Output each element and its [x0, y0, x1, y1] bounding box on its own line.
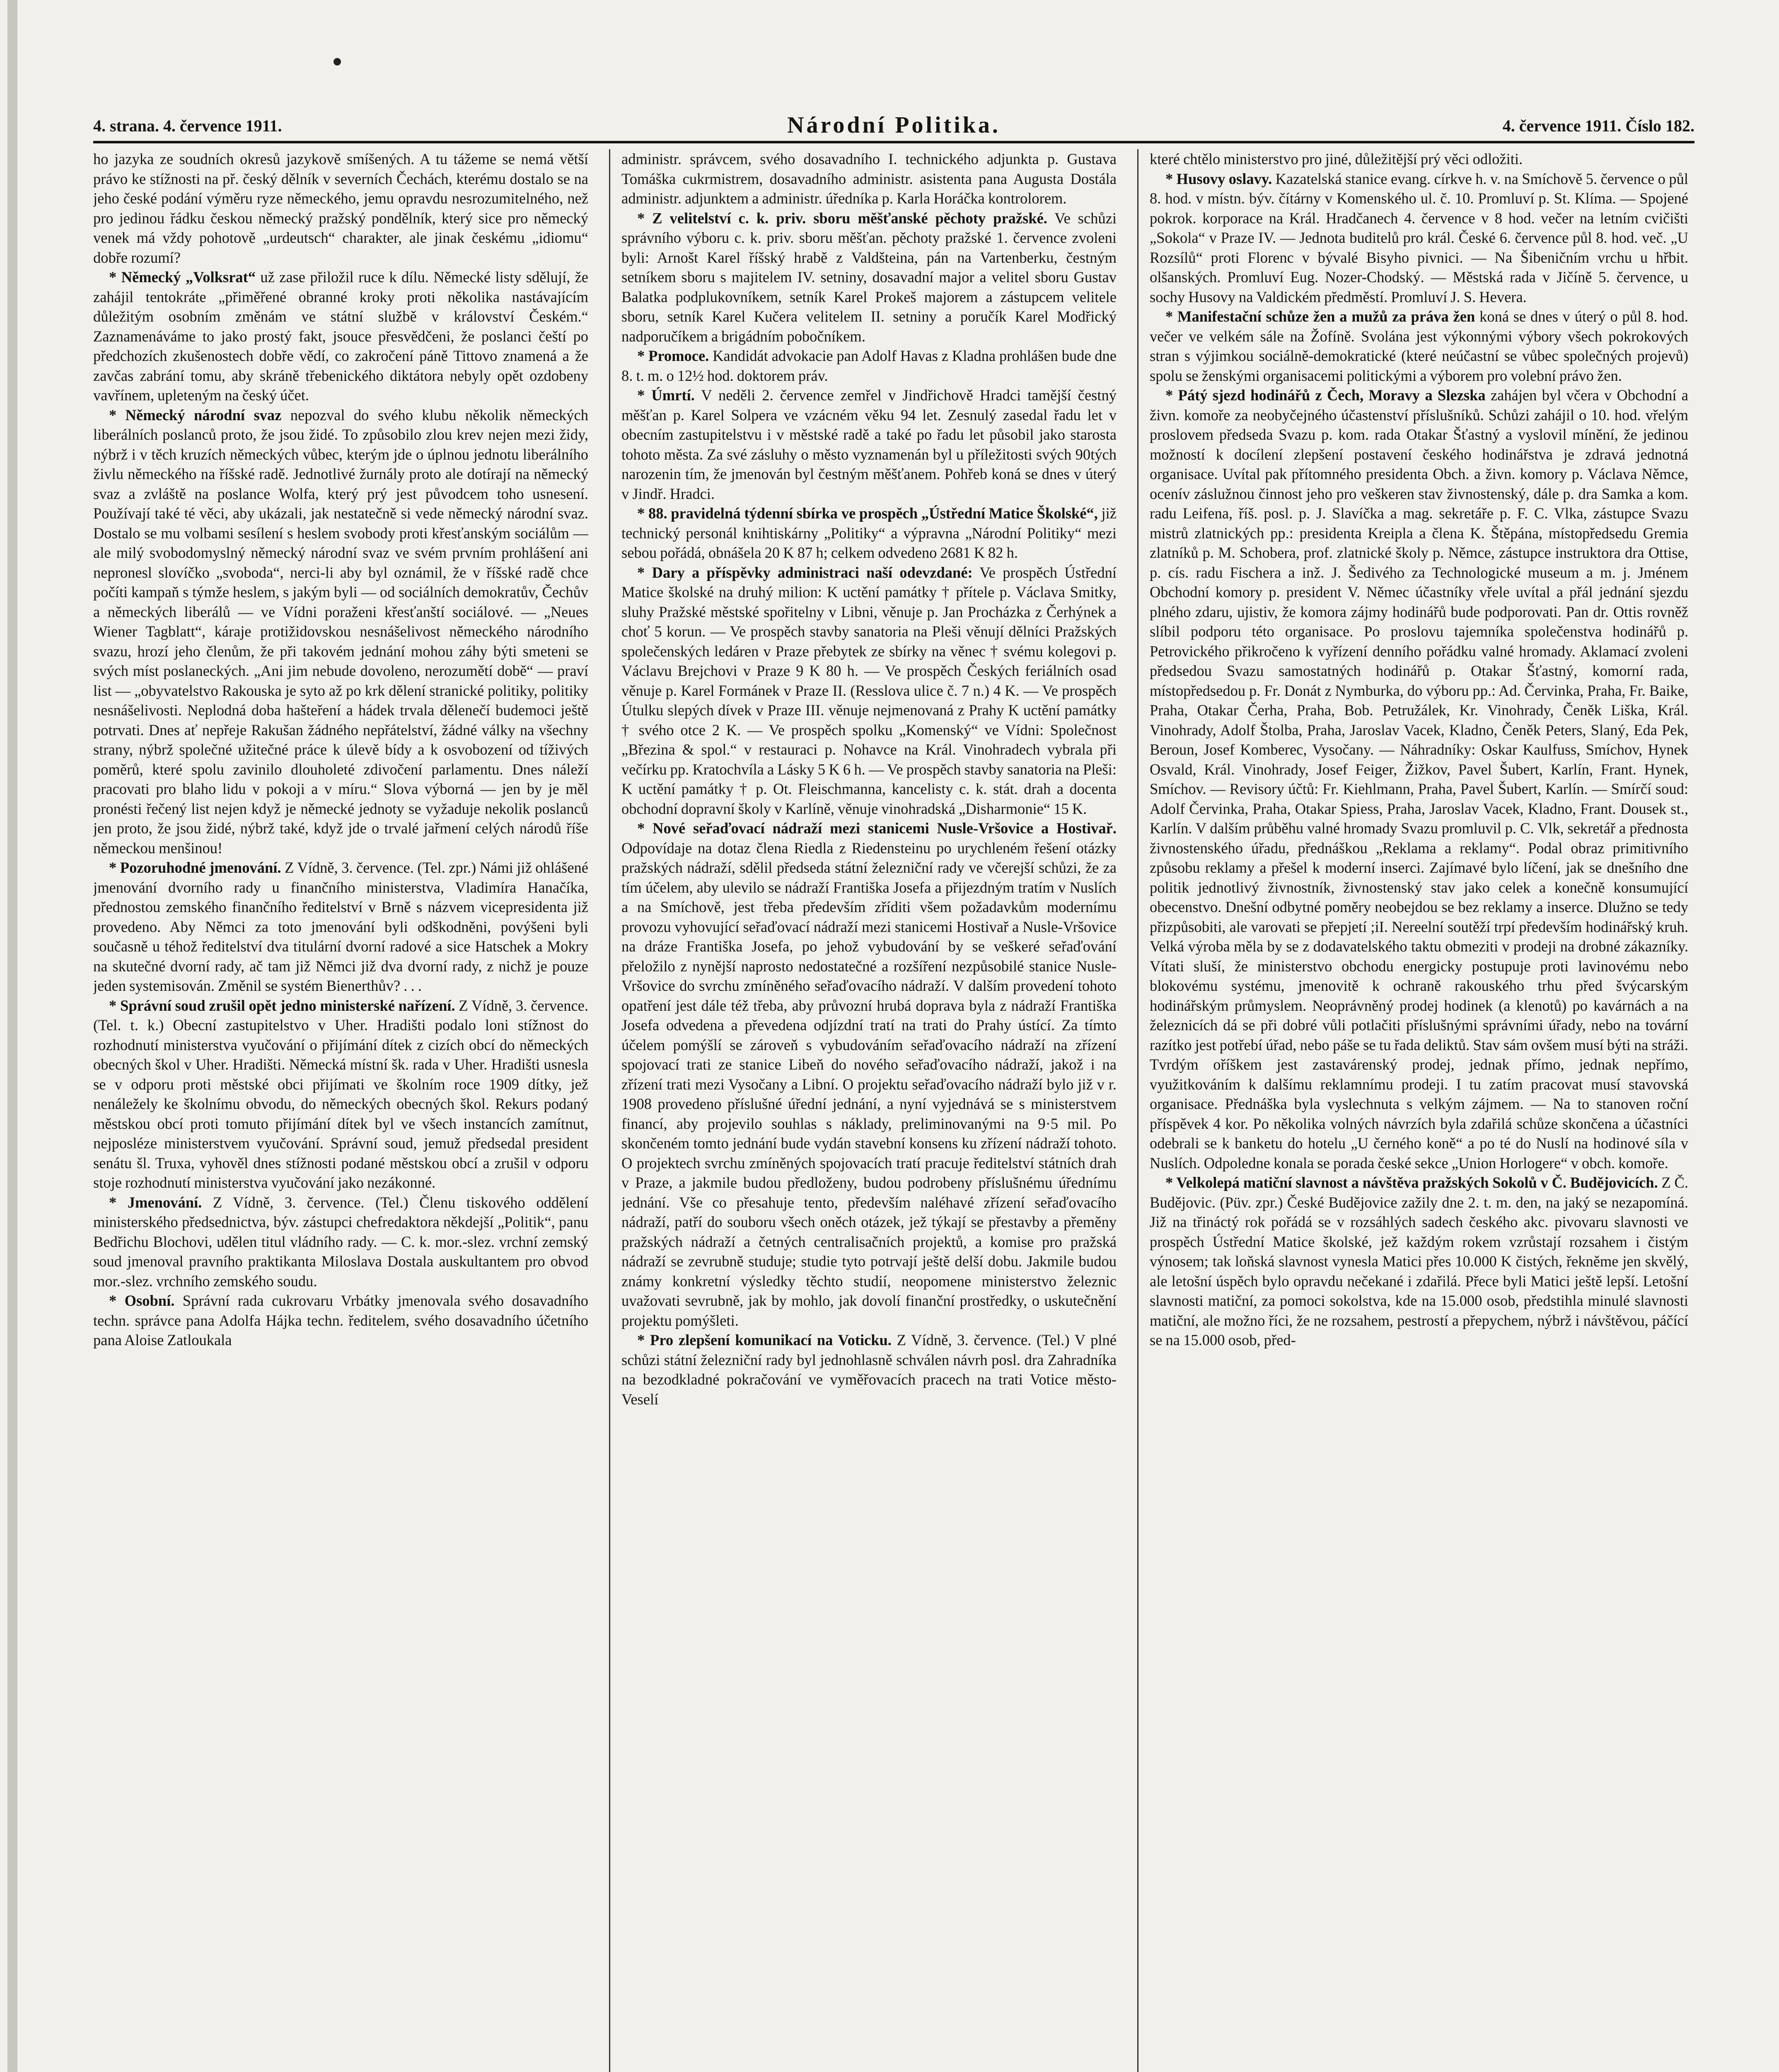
- ink-dot: [334, 58, 341, 65]
- article-paragraph: * Nové seřaďovací nádraží mezi stanicemi Nusle-Vršovice a Hostivař. Odpovídaje na dotaz člena Riedla z Riedensteinu po urychleném řešení otázky pražských nádraží, sdělil předseda státní železniční rady ve včerejší schůzi, že za tím účelem, aby ulevilo se nádraží Františka Josefa a přijezdným tratím v Nuslích a na Smíchově, jest třeba především zříditi všem požadavkům modernímu provozu vyhovující seřaďovací nádraží mezi stanicemi Hostivař a Nusle-Vršovice na dráze Františka Josefa, po jehož vybudování by se veškeré seřaďování přeložilo z nynější naprosto nedostatečné a rozšíření nezpůsobilé stanice Nusle-Vršovice do svrchu zmíněného seřaďovacího nádraží. V dalším provedení tohoto opatření jest dále též třeba, aby průvozní hrubá doprava byla z nádraží Františka Josefa odvedena a převedena odjízdní tratí na trati do Prahy ústící. Za tímto účelem pomýšlí se zároveň s vybudováním seřaďovacího nádraží na zřízení spojovací trati ze stanice Libeň do nového seřaďovacího nádraží, jakož i na zřízení trati mezi Vysočany a Libní. O projektu seřaďovacího nádraží bylo již v r. 1908 provedeno příslušné úřední jednání, a nyní vyjednává se s ministerstvem financí, aby projevilo souhlas s náklady, preliminovanými na 9·5 mil. Po skončeném tomto jednání bude vydán stavební konsens ku zřízení nádraží tohoto. O projektech svrchu zmíněných spojovacích tratí pracuje ředitelství státních drah v Praze, a jakmile budou předloženy, budou podrobeny příslušnému úřednímu jednání. Vše co přesahuje tento, především naléhavé zřízení seřaďovacího nádraží, patří do souboru všech oněch otázek, jež týkají se přestavby a přeměny pražských nádraží a četných centralisačních projektů, a komise pro pražská nádraží se zevrubně studuje; studie tyto potrvají ještě delší dobu. Jakmile budou známy konkretní výsledky těchto studií, neopomene ministerstvo železnic uvažovati sevrubně, jak by mohlo, jak dovolí finanční prostředky, o uskutečnění projektu pomýšleti.: [621, 820, 1117, 1329]
- article-paragraph: * Husovy oslavy. Kazatelská stanice evang. církve h. v. na Smíchově 5. července o půl 8. hod. v místn. býv. čítárny v Komenského ul. č. 10. Promluví p. St. Klíma. — Spojené pokrok. korporace na Král. Hradčanech 4. července v 8 hod. večer na letním cvičišti „Sokola“ v Praze IV. — Jednota buditelů pro král. České 6. července půl 8. hod. več. „U Rozsílů“ proti Florenc v bývalé Bisyho pivnici. — Na Šibeničním vrchu u hřbit. olšanských. Promluví Eug. Nozer-Chodský. — Městská rada v Jičíně 5. července, u sochy Husovy na Valdickém předměstí. Promluví J. S. Hevera.: [1150, 170, 1688, 305]
- article-paragraph: * Úmrtí. V neděli 2. července zemřel v Jindřichově Hradci tamější čestný měšťan p. Karel Solpera ve vzácném věku 94 let. Zesnulý zasedal řadu let v obecním zastupitelstvu i v městské radě a také po řadu let působil jako starosta tohoto města. Za své zásluhy o město vyznamenán byl u příležitosti svých 90tých narozenin tím, že jmenován byl čestným měšťanem. Pohřeb koná se dnes v úterý v Jindř. Hradci.: [621, 387, 1117, 502]
- article-paragraph: * Pro zlepšení komunikací na Voticku. Z Vídně, 3. července. (Tel.) V plné schůzi státní železniční rady byl jednohlasně schválen návrh posl. dra Zahradníka na bezodkladné pokračování ve vyměřovacích pracech na trati Votice město-Veselí: [621, 1331, 1117, 1408]
- article-heading: * Velkolepá matiční slavnost a návštěva pražských Sokolů v Č. Budějovicích.: [1165, 1174, 1658, 1191]
- article-heading: * Dary a příspěvky administraci naší odevzdané:: [637, 564, 973, 581]
- article-continuation: administr. správcem, svého dosavadního I. technického adjunkta p. Gustava Tomáška cukrmistrem, dosavadního administr. asistenta pana Augusta Dostála administr. adjunktem a administr. úředníka p. Karla Horáčka kontrolorem.: [621, 150, 1117, 207]
- article-heading: * Úmrtí.: [637, 387, 695, 404]
- article-heading: * Německý „Volksrat“: [109, 269, 256, 286]
- binding-edge: [7, 0, 17, 2072]
- article-heading: * Pro zlepšení komunikací na Voticku.: [637, 1331, 892, 1348]
- article-heading: * 88. pravidelná týdenní sbírka ve prospěch „Ústřední Matice Školské“,: [637, 505, 1098, 522]
- article-paragraph: * Promoce. Kandidát advokacie pan Adolf Havas z Kladna prohlášen bude dne 8. t. m. o 12½ hod. doktorem práv.: [621, 347, 1117, 384]
- article-paragraph: * Pozoruhodné jmenování. Z Vídně, 3. července. (Tel. zpr.) Námi již ohlášené jmenování dvorního rady u finančního ministerstva, Vladimíra Hanačíka, přednostou zemského finančního ředitelství v Brně s názvem vicepresidenta již provedeno. Aby Němci za toto jmenování byli odškodněni, povýšeni byli současně u téhož ředitelství dva titulární dvorní radové a sice Hatschek a Mokry na skutečné dvorní rady, ač tam již Němci již dva dvorní rady, z nichž je pouze jeden systemisován. Změnil se systém Bienerthův? . . .: [93, 859, 588, 994]
- article-continuation: které chtělo ministerstvo pro jiné, důležitější prý věci odložiti.: [1150, 150, 1523, 167]
- article-heading: * Manifestační schůze žen a mužů za práva žen: [1165, 308, 1475, 325]
- page-header: [93, 112, 1694, 137]
- article-heading: * Nové seřaďovací nádraží mezi stanicemi Nusle-Vršovice a Hostivař.: [637, 820, 1117, 837]
- article-paragraph: * Německý „Volksrat“ už zase přiložil ruce k dílu. Německé listy sdělují, že zahájil tentokráte „přiměřené obranné kroky proti několika nastávajícím důležitým osobním změnám ve státní službě v království Českém.“ Zaznamenáváme to jako prostý fakt, jsouce přesvědčeni, že poslanci čeští po předchozích zkušenostech dobře vědí, co zakročení páně Tittovo znamená a že zavčas zabrání tomu, aby skráně třebenického diktátora nebyly opět ozdobeny vavřínem, upleteným na český účet.: [93, 269, 588, 404]
- header-date-issue: 4. července 1911. Číslo 182.: [1502, 116, 1694, 135]
- article-paragraph: * 88. pravidelná týdenní sbírka ve prospěch „Ústřední Matice Školské“, již technický personál knihtiskárny „Politiky“ a výpravna „Národní Politiky“ mezi sebou pořádá, obnášela 20 K 87 h; celkem odvedeno 2681 K 82 h.: [621, 505, 1117, 561]
- article-paragraph: * Dary a příspěvky administraci naší odevzdané: Ve prospěch Ústřední Matice školské na druhý milion: K uctění památky † přítele p. Václava Smitky, sluhy Pražské městské spořitelny v Libni, věnuje p. Jan Procházka z Čerhýnek a choť 5 korun. — Ve prospěch stavby sanatoria na Pleši věnují dělníci Pražských společenských ledáren v Praze přebytek ze sbírky na věnec † svému kolegovi p. Václavu Brejchovi v Praze 9 K 80 h. — Ve prospěch Českých feriálních osad věnuje p. Karel Formánek v Praze II. (Resslova ulice č. 7 n.) 4 K. — Ve prospěch Útulku slepých dívek v Praze III. věnuje nejmenovaná z Prahy K uctění památky † svého otce 2 K. — Ve prospěch spolku „Komenský“ ve Vídni: Společnost „Březina & spol.“ v restauraci p. Nohavce na Král. Vinohradech vybrala při večírku pp. Kratochvíla a Lásky 5 K 6 h. — Ve prospěch stavby sanatoria na Pleši: K uctění památky † p. Ot. Fleischmanna, kancelisty c. k. stát. drah a docenta obchodní dopravní školy v Karlíně, věnuje vinohradská „Disharmonie“ 15 K.: [621, 564, 1117, 817]
- article-heading: * Jmenování.: [109, 1193, 202, 1211]
- article-heading: * Husovy oslavy.: [1165, 170, 1272, 187]
- column-divider: [609, 149, 610, 2072]
- article-heading: * Německý národní svaz: [109, 406, 282, 424]
- newspaper-title: Národní Politika.: [787, 112, 1001, 138]
- header-page-date: 4. strana. 4. července 1911.: [93, 116, 282, 135]
- header-rule: [93, 141, 1694, 143]
- article-paragraph: * Jmenování. Z Vídně, 3. července. (Tel.) Členu tiskového oddělení ministerského předsednictva, býv. zástupci chefredaktora někdejší „Politik“, panu Bedřichu Blochovi, udělen titul vládního rady. — C. k. mor.-slez. vrchní zemský soud jmenoval pravního praktikanta Miloslava Dostala auskultantem pro obvod mor.-slez. vrchního zemského soudu.: [93, 1193, 588, 1290]
- article-paragraph: * Velkolepá matiční slavnost a návštěva pražských Sokolů v Č. Budějovicích. Z Č. Budějovic. (Püv. zpr.) České Budějovice zažily dne 2. t. m. den, na jaký se nezapomíná. Již na třináctý rok pořádá se v rozsáhlých sadech českého akc. pivovaru slavnosti ve prospěch Ústřední Matice školské, jež každým rokem vzrůstají rozsahem i čistým výnosem; tak loňská slavnost vynesla Matici přes 10.000 K čistých, řekněme jen skvělý, ale letošní úspěch bylo opravdu nečekané i zdařilá. Přece byli Matici ještě lepší. Letošní slavnosti matiční, za pomoci sokolstva, kde na 15.000 osob, předstihla minulé slavnosti matiční, ale možno říci, že ne rozsahem, pestrostí a přepychem, nýbrž i návštěvou, páčící se na 15.000 osob, před-: [1150, 1174, 1688, 1348]
- article-paragraph: * Z velitelství c. k. priv. sboru měšťanské pěchoty pražské. Ve schůzi správního výboru c. k. priv. sboru měšťan. pěchoty pražské 1. července zvoleni byli: Arnošt Karel říšský hrabě z Valdšteina, pán na Vartenberku, čestným setníkem sboru s majitelem IV. setniny, dosavadní major a velitel sboru Gustav Balatka podplukovníkem, setník Karel Prokeš majorem a zástupcem velitele sboru, setník Karel Kučera velitelem II. setniny a poručík Karel Modřický nadporučíkem a brigádním pobočníkem.: [621, 209, 1117, 345]
- article-heading: * Osobní.: [109, 1292, 175, 1309]
- article-heading: * Pátý sjezd hodinářů z Čech, Moravy a Slezska: [1165, 387, 1486, 404]
- article-paragraph: * Osobní. Správní rada cukrovaru Vrbátky jmenovala svého dosavadního techn. správce pana Adolfa Hájka techn. ředitelem, svého dosavadního účetního pana Aloise Zatloukala: [93, 1292, 588, 1348]
- article-paragraph: * Manifestační schůze žen a mužů za práva žen koná se dnes v úterý o půl 8. hod. večer ve velkém sále na Žofíně. Svolána jest výkonnými výbory všech pokrokových stran s výjimkou sociálně-demokratické (které neúčastní se vůbec společných projevů) spolu se ženskými organisacemi politickými a výborem pro volební právo žen.: [1150, 308, 1688, 384]
- article-heading: * Správní soud zrušil opět jedno ministerské nařízení.: [109, 997, 455, 1014]
- column-2: [621, 149, 1117, 2072]
- article-paragraph: * Správní soud zrušil opět jedno ministerské nařízení. Z Vídně, 3. července. (Tel. t. k.) Obecní zastupitelstvo v Uher. Hradišti podalo loni stížnost do rozhodnutí ministerstva vyučování o přijímání dítek z cizích obcí do německých obecných škol v Uher. Hradišti. Německá místní šk. rada v Uher. Hradišti usnesla se v odporu proti městské obci přijímati ve školním roce 1909 dítky, jež nenáležely ke školnímu obvodu, do německých obecných škol. Rekurs podaný městskou obcí proti tomuto přijímání dítek byl ve všech instancích zamítnut, nejposléze ministerstvem vyučování. Správní soud, jemuž předsedal president senátu šl. Truxa, vyhověl dnes stížnosti podané městskou obcí a zrušil v odporu stoje rozhodnutí ministerstva vyučování jako nezákonné.: [93, 997, 588, 1191]
- article-paragraph: * Německý národní svaz nepozval do svého klubu několik německých liberálních poslanců proto, že jsou židé. To způsobilo zlou krev nejen mezi židy, nýbrž i v těch kruzích německých vůbec, kterým jde o úplnou jednotu liberálního živlu německého na říšské radě. Jednotlivé žurnály proto ale dotírají na německý svaz a zvláště na poslance Wolfa, který prý jest původcem toho usnesení. Používají také té věci, aby ukázali, jak nestatečně si vede německý národní svaz. Dostalo se mu volbami sesílení s heslem svobody proti křesťanským sociálům — ale milý svobodomyslný německý národní svaz ve svém prvním prohlášení ani nepronesl slovíčko „svoboda“, nerci-li aby byl oznámil, že v říšské radě chce počíti kampaň s týmže heslem, s jakým byli — od sociálních demokratův, Čechův a německých liberálů — ve Vídni poraženi křesťanští sociálové. — „Neues Wiener Tagblatt“, káraje protižidovskou nesnášelivost německého národního svazu, hrozí jeho členům, že při takovém jednání mohou záhy býti smeteni se svých míst poslaneckých. „Ani jim nebude dovoleno, nerozumětí době“ — praví list — „obyvatelstvo Rakouska je syto až po krk dělení stranické politiky, politiky nesnášelivosti. Neplodná doba hašteření a hádek trvala dělenečí budemoci ještě potrvati. Dnes ať nepřeje Rakušan žádného nepřátelství, žádné války na všechny strany, nýbrž společné užitečné práce k úlevě bídy a k osvobození od tíživých poměrů, které spolu zavinilo dlouholeté zdivočení parlamentu. Dnes náleží pracovati pro blaho lidu v pokoji a v míru.“ Slova výborná — jen by je měl pronésti řečený list nejen když je německé jednoty se vyžaduje nekolik poslanců jen proto, že jsou židé, nýbrž také, když jde o trvalé jařmení celých národů říše německou menšinou!: [93, 406, 588, 857]
- article-heading: * Promoce.: [637, 347, 709, 364]
- column-1: [93, 149, 588, 2072]
- article-heading: * Z velitelství c. k. priv. sboru měšťanské pěchoty pražské.: [637, 209, 1047, 227]
- column-3: [1150, 149, 1688, 2072]
- article-heading: * Pozoruhodné jmenování.: [109, 859, 281, 876]
- article-continuation: ho jazyka ze soudních okresů jazykově smíšených. A tu tážeme se nemá větší právo ke stížnosti na př. český dělník v severních Čechách, kterému dostalo se na jeho české podání výměru ryze německého, jemu opravdu nesrozumitelného, než pro jedinou řádku českou německý pražský pondělník, který sice pro německý venek má vždy pohotově „urdeutsch“ charakter, ale jinak českému „idiomu“ dobře rozumí?: [93, 150, 588, 266]
- article-paragraph: * Pátý sjezd hodinářů z Čech, Moravy a Slezska zahájen byl včera v Obchodní a živn. komoře za neobyčejného účastenství příslušníků. Schůzi zahájil o 10. hod. vřelým proslovem předseda Svazu p. kom. rada Otakar Šťastný a vyslovil mínění, že jedinou možností k docílení zlepšení postavení českého hodinářstva je zdravá jednotná organisace. Uvítal pak přítomného presidenta Obch. a živn. komory p. Václava Němce, ocenív záslužnou činnost jeho pro veškeren stav živnostenský, dále p. dra Samka a kom. radu Leifena, říš. posl. p. J. Slavíčka a mag. sekretáře p. F. C. Vlka, zástupce Svazu mistrů zlatnických pp.: presidenta Kreipla a člena K. Štěpána, místopředsedu Gremia zlatníků p. M. Schobera, prof. zlatnické školy p. Němce, zástupce instruktora dra Ottise, p. cís. radu Fischera a inž. J. Šedivého za Technologické museum a m. j. Jménem Obchodní komory p. president V. Němec účastníky vřele uvítal a přál jednání sjezdu plného zdaru, ujistiv, že komora zájmy hodinářů bude podporovati. Pan dr. Ottis rovněž slíbil podporu této organisace. Po proslovu tajemníka společenstva hodinářů p. Petrovického přikročeno k vyřízení denního pořádku valné hromady. Aklamací zvoleni předsedou Svazu samostatných hodinářů p. Otakar Šťastný, komorní rada, místopředsedou p. Fr. Donát z Nymburka, do výboru pp.: Ad. Červinka, Praha, Fr. Baike, Praha, Otakar Čerha, Praha, Bob. Petružálek, Kr. Vinohrady, Čeněk Liška, Král. Vinohrady, Adolf Štolba, Praha, Jaroslav Vacek, Kladno, Čeněk Peters, Slaný, Eda Pek, Beroun, Josef Komberec, Vysočany. — Náhradníky: Oskar Kaulfuss, Smíchov, Hynek Osvald, Král. Vinohrady, Josef Feiger, Žižkov, Pavel Šubert, Karlín, Frant. Hynek, Smíchov. — Revisory účtů: Fr. Kiehlmann, Praha, Pavel Šubert, Karlín. — Smírčí soud: Adolf Červinka, Praha, Otakar Spiess, Praha, Jaroslav Vacek, Kladno, Frant. Dousek st., Karlín. V dalším průběhu valné hromady Svazu promluvil p. C. Vlk, sekretář a přednosta živnostenského úřadu, přednáškou „Reklama a reklamy“. Podal obraz primitivního způsobu reklamy a přešel k moderní inserci. Zajímavé bylo líčení, jak se dnešního dne politik jednotlivý živnostník, živnostenský stav jako celek a konečně konsumující obecenstvo. Dnešní odbytné poměry neobejdou se bez reklamy a inserce. Dlužno se tedy přizpůsobiti, ale varovati se přepjetí ;iI. Nereelní soutěží trpí především hodinářský kruh. Velká výroba měla by se z dodavatelského taktu obmeziti v prodeji na drobné zákazníky. Vítati sluší, že ministerstvo obchodu energicky postupuje proti lavinovému nebo blokovému systému, jmenovitě k ochraně rakouského trhu před švýcarským hodinářským průmyslem. Neoprávněný prodej hodinek (a klenotů) po kavárnách a na železnicích dá se při dobré vůli potlačiti příslušnými správními úřady, nebo na tovární razítko jest potřebí úřad, nebo páše se tu řada deliktů. Stav sám ovšem musí býti na stráži. Tvrdým oříškem jest zastavárenský prodej, jednak přímo, jednak nepřímo, využitkováním k dalšímu reklamnímu prodeji. I tu zatím pracovat musí stavovská organisace. Přednáška byla vyslechnuta s velkým zájmem. — Na to stanoven roční příspěvek 4 kor. Po několika volných návrzích byla zdařilá schůze skončena a účastníci odebrali se k banketu do hotelu „U černého koně“ a po té do Nuslí na hodinové síla v Nuslích. Odpoledne konala se porada české sekce „Union Horlogere“ v obch. komoře.: [1150, 387, 1688, 1172]
- column-divider: [1137, 149, 1138, 2072]
